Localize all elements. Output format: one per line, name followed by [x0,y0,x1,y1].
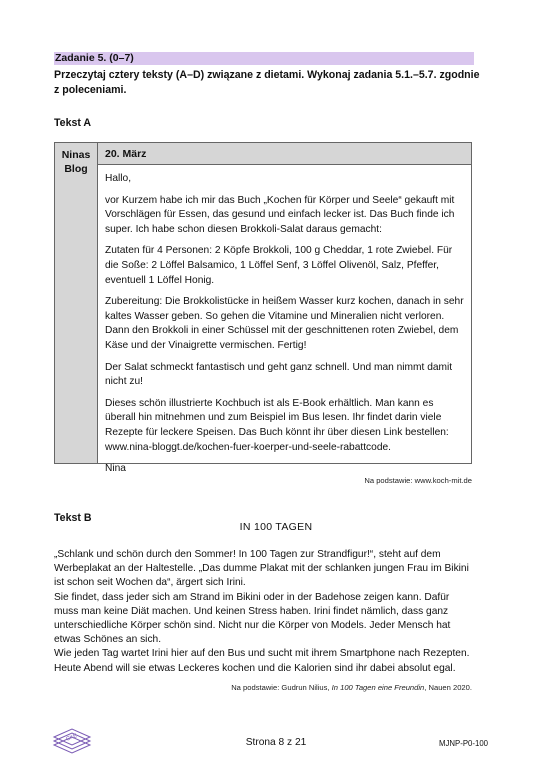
blog-name: Ninas Blog [55,143,98,463]
text-b-line: ist schon seit Wochen da“, ärgert sich Irini. [54,577,246,589]
blog-paragraph: Zutaten für 4 Personen: 2 Köpfe Brokkoli, 100 g Cheddar, 1 rote Zwiebel. Für die Soße: 2 Löffel Balsamico, 1 Löffel Senf, 3 Löffel Olivenöl, Salz, Pfeffer, eventuell 1 Löffel Honig. [105,245,453,286]
blog-body [105,172,465,484]
text-b-source-title: In 100 Tagen eine Freundin [331,683,425,692]
text-b-source-prefix: Na podstawie: Gudrun Nilius, [231,683,332,692]
text-a-source: Na podstawie: www.koch-mit.de [364,476,472,485]
text-b-source [231,683,472,692]
task-header: Zadanie 5. (0–7) [54,52,474,65]
text-a-title: Tekst A [54,117,92,129]
svg-text:CKE: CKE [65,733,79,743]
task-instruction: Przeczytaj cztery teksty (A–D) związane z dietami. Wykonaj zadania 5.1.–5.7. zgodnie z poleceniami. [54,69,480,96]
blog-paragraph: vor Kurzem habe ich mir das Buch „Kochen für Körper und Seele“ gekauft mit Vorschlägen für Essen, das gesund und einfach lecker ist. Das Buch finde ich super. Ich habe schon diesen Brokkoli-Salat daraus gemacht: [105,194,455,235]
text-b-line: Heute Abend will sie etwas Leckeres kochen und die Kalorien sind ihr dabei absolut egal. [54,662,456,674]
blog-paragraph: Der Salat schmeckt fantastisch und geht ganz schnell. Und man nimmt damit nicht zu! [105,361,453,388]
blog-paragraph: Dieses schön illustrierte Kochbuch ist als E-Book erhältlich. Man kann es überall hin mitnehmen und zum Beispiel im Bus lesen. Ihr findet darin viele Rezepte für leckere Speisen. Das Buch könnt ihr über diesen Link bestellen: www.nina-bloggt.de/kochen-fuer-koerper-und-seele-rabattcode. [105,397,449,453]
text-b-source-suffix: , Nauen 2020. [424,683,472,692]
blog-paragraph: Hallo, [105,173,132,184]
text-b-line: Wie jeden Tag wartet Irini hier auf den Bus und sucht mit ihrem Smartphone nach Rezepten. [54,648,470,660]
blog-date: 20. März [98,143,471,165]
text-b-title: Tekst B [54,512,92,524]
text-b-line: Werbeplakat an der Haltestelle. „Das dumme Plakat mit der schlanken jungen Frau im Bikini [54,563,469,575]
document-code: MJNP-P0-100 [439,739,488,748]
blog-paragraph: Zubereitung: Die Brokkolistücke in heißem Wasser kurz kochen, danach in sehr kaltes Wasser geben. So gehen die Vitamine und Mineralien nicht verloren. Dann den Brokkoli in einer Schüssel mit der geschnittenen roten Zwiebel, dem Käse und der Vinaigrette vermischen. Fertig! [105,296,464,351]
text-b-line: unterschiedliche Körper schön sind. Nicht nur die Körper von Models. Jeder Mensch hat [54,620,451,632]
blog-signature: Nina [105,463,126,475]
page-number: Strona 8 z 21 [245,737,307,748]
text-b-line: muss man keine Diät machen. Und keinen Stress haben. Irini findet nämlich, dass ganz [54,605,449,617]
text-b-line: Sie findet, dass jeder sich am Strand im Bikini oder in der Badehose zeigen kann. Dafür [54,591,450,603]
text-b-line: „Schlank und schön durch den Sommer! In 100 Tagen zur Strandfigur!“, steht auf dem [54,549,441,560]
text-b-body [54,548,478,676]
text-b-heading: IN 100 TAGEN [239,521,313,533]
text-b-line: etwas Schönes an sich. [54,634,162,646]
blog-table [54,142,472,475]
